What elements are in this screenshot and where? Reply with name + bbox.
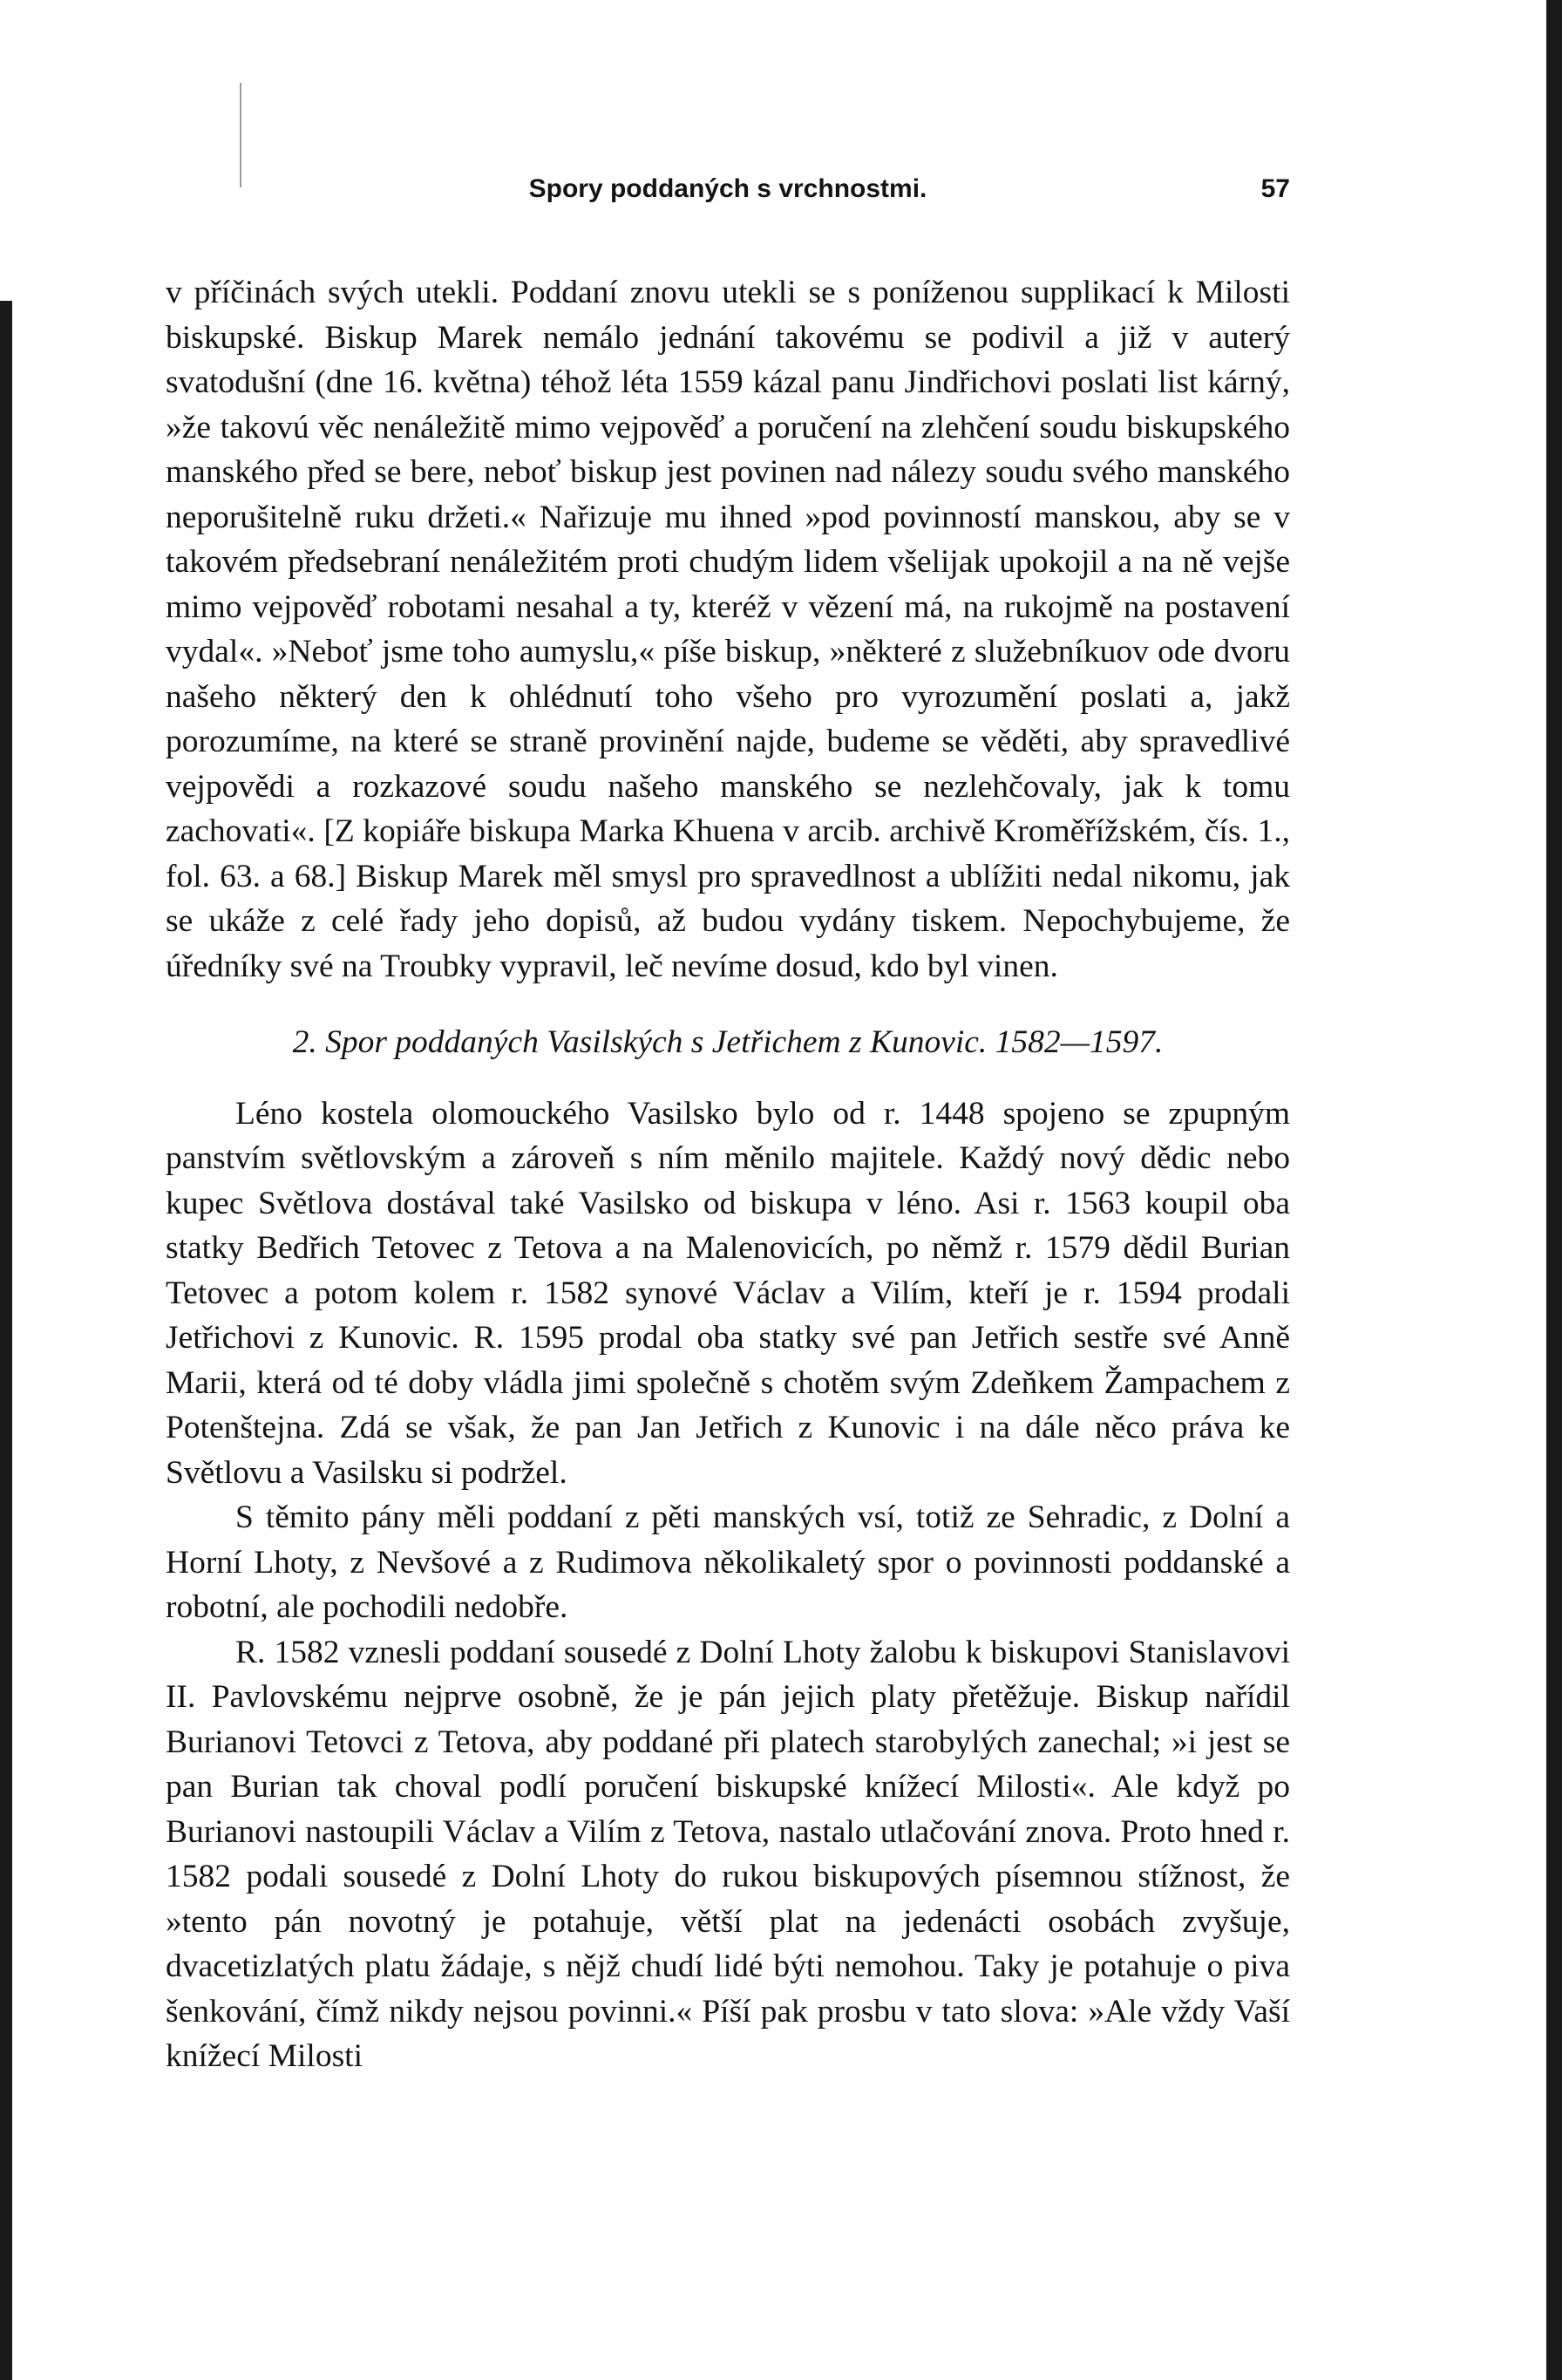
page-number: 57	[1260, 174, 1290, 203]
book-page	[166, 166, 1290, 2079]
running-title: Spory poddaných s vrchnostmi.	[528, 174, 927, 203]
paragraph-2: S těmito pány měli poddaní z pěti manských vsí, totiž ze Sehradic, z Dolní a Horní Lhoty, z Nevšové a z Rudimova několikaletý spor o povinnosti poddanské a robotní, ale pochodili nedobře.	[166, 1499, 1290, 1625]
paragraph-continued: v příčinách svých utekli. Poddaní znovu utekli se s poníženou supplikací k Milosti biskupské. Biskup Marek nemálo jednání takovému se podivil a již v auterý svatodušní (dne 16. května) téhož léta 1559 kázal panu Jindřichovi poslati list kárný, »že takovú věc nenáležitě mimo vejpověď a poručení na zlehčení soudu biskupského manského před se bere, neboť biskup jest povinen nad nálezy soudu svého manského neporušitelně ruku držeti.« Nařizuje mu ihned »pod povinností manskou, aby se v takovém předsebraní nenáležitém proti chudým lidem všelijak upokojil a na ně vejše mimo vejpověď robotami nesahal a ty, kteréž v vězení má, na rukojmě na postavení vydal«. »Neboť jsme toho aumyslu,« píše biskup, »některé z služebníkuov ode dvoru našeho některý den k ohlédnutí toho všeho pro vyrozumění poslati a, jakž porozumíme, na které se straně provinění najde, budeme se věděti, aby spravedlivé vejpovědi a rozkazové soudu našeho manského se nezlehčovaly, jak k tomu zachovati«. [Z kopiáře biskupa Marka Khuena v arcib. archivě Kroměřížském, čís. 1., fol. 63. a 68.] Biskup Marek měl smysl pro spravedlnost a ublížiti nedal nikomu, jak se ukáže z celé řady jeho dopisů, až budou vydány tiskem. Nepochybujeme, že úředníky své na Troubky vypravil, leč nevíme dosud, kdo byl vinen.	[166, 275, 1290, 984]
paragraph-3: R. 1582 vznesli poddaní sousedé z Dolní Lhoty žalobu k biskupovi Stanislavovi II. Pavlovskému nejprve osobně, že je pán jejich platy přetěžuje. Biskup nařídil Burianovi Tetovci z Tetova, aby poddané při platech starobylých zanechal; »i jest se pan Burian tak choval podlí poručení biskupské knížecí Milosti«. Ale když po Burianovi nastoupili Václav a Vilím z Tetova, nastalo utlačování znova. Proto hned r. 1582 podali sousedé z Dolní Lhoty do rukou biskupových písemnou stížnost, že »tento pán novotný je potahuje, větší plat na jedenácti osobách zvyšuje, dvacetizlatých platu žádaje, s nějž chudí lidé býti nemohou. Taky je potahuje o piva šenkování, čímž nikdy nejsou povinni.« Píší pak prosbu v tato slova: »Ale vždy Vaší knížecí Milosti	[166, 1634, 1290, 2074]
scan-edge-right	[1546, 0, 1562, 2380]
paragraph-1: Léno kostela olomouckého Vasilsko bylo od r. 1448 spojeno se zpupným panstvím světlovským a zároveň s ním měnilo majitele. Každý nový dědic nebo kupec Světlova dostával také Vasilsko od biskupa v léno. Asi r. 1563 koupil oba statky Bedřich Tetovec z Tetova a na Malenovicích, po němž r. 1579 dědil Burian Tetovec a potom kolem r. 1582 synové Václav a Vilím, kteří je r. 1594 prodali Jetřichovi z Kunovic. R. 1595 prodal oba statky své pan Jetřich sestře své Anně Marii, která od té doby vládla jimi společně s chotěm svým Zdeňkem Žampachem z Potenštejna. Zdá se však, že pan Jan Jetřich z Kunovic i na dále něco práva ke Světlovu a Vasilsku si podržel.	[166, 1095, 1290, 1491]
scan-edge-left	[0, 301, 12, 2380]
running-head	[166, 166, 1290, 218]
section-heading: 2. Spor poddaných Vasilských s Jetřichem z Kunovic. 1582—1597.	[292, 1024, 1164, 1060]
body-text	[166, 270, 1290, 2079]
